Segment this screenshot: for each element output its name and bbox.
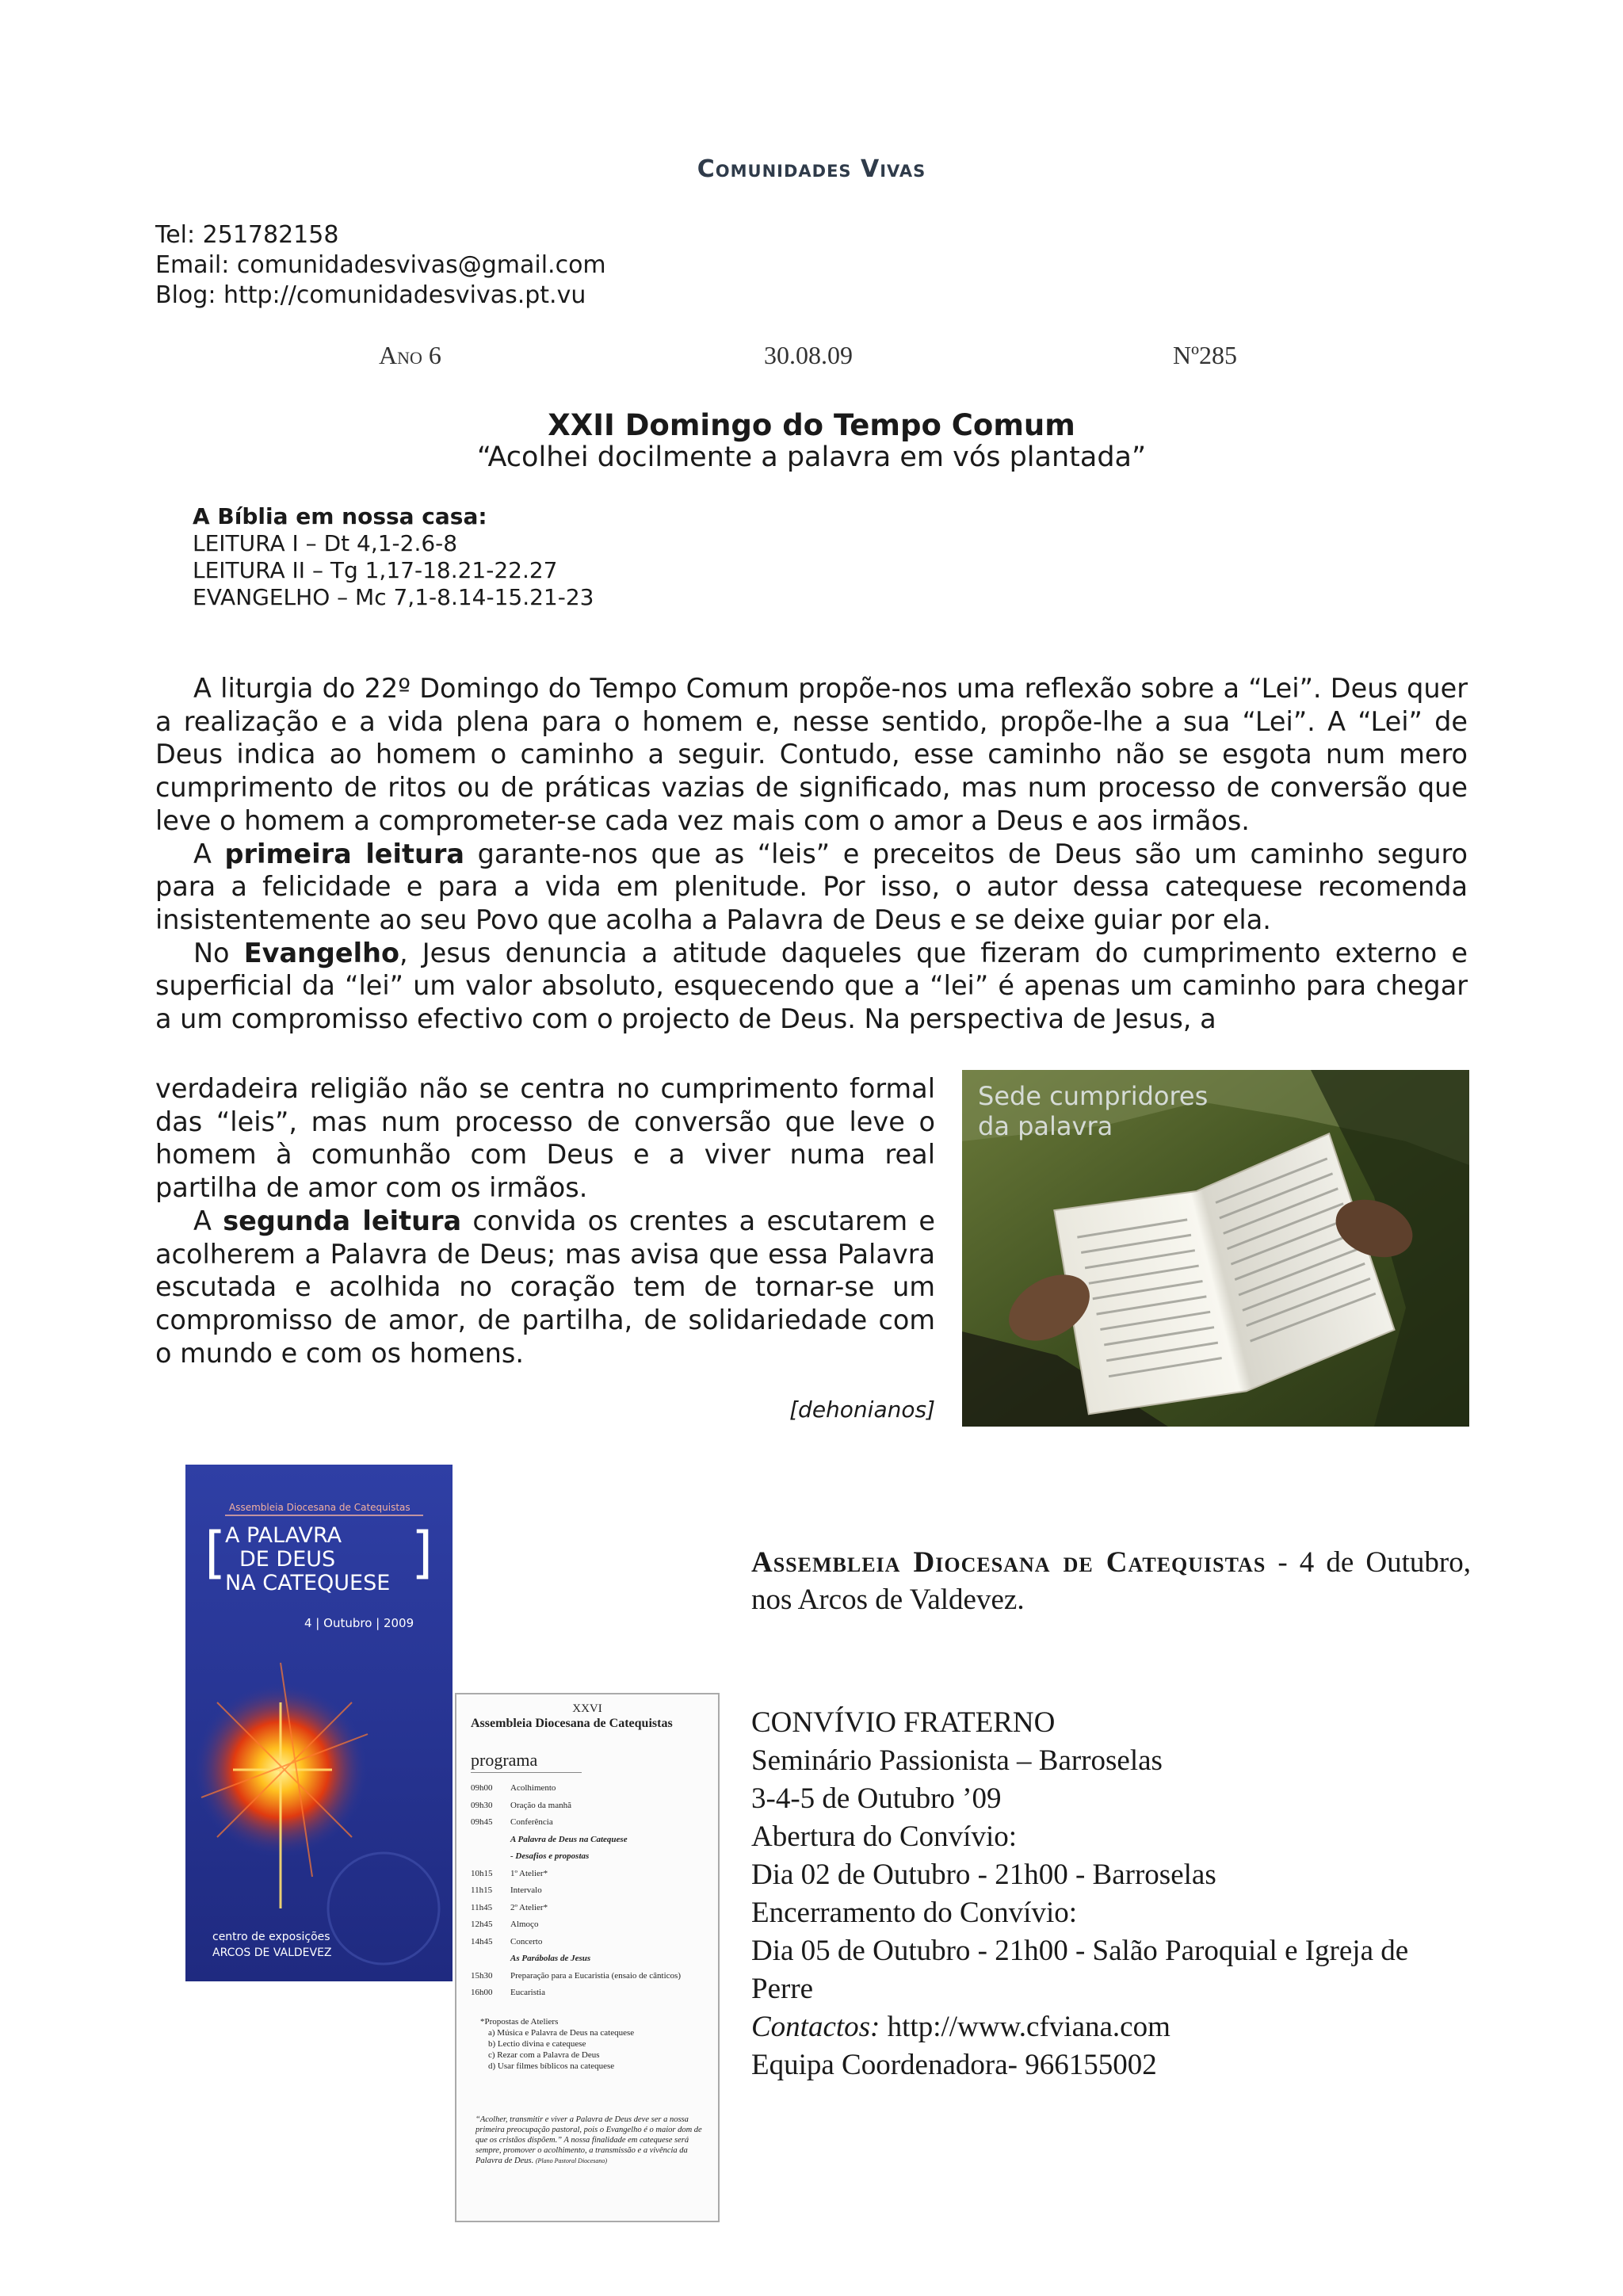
poster-top-label: Assembleia Diocesana de Catequistas <box>229 1502 411 1513</box>
programme-schedule <box>471 1780 708 2002</box>
poster-title-line-1: A PALAVRA <box>225 1523 342 1548</box>
article-paragraph-3: No Evangelho, Jesus denuncia a atitude daqueles que fizeram do cumprimento externo e superficial da “lei” um valor absoluto, esquecendo que a “lei” é apenas um caminho para chegar a um compromisso efectivo com o projecto de Deus. Na perspectiva de Jesus, a <box>155 937 1468 1035</box>
article-paragraph-3-continued: verdadeira religião não se centra no cumprimento formal das “leis”, mas num processo de conversão que leve o homem à comunhão com Deus e a viver numa real partilha de amor com os irmãos. <box>155 1073 935 1204</box>
sunday-quote: “Acolhei docilmente a palavra em vós plantada” <box>476 441 1147 473</box>
sunday-title: XXII Domingo do Tempo Comum <box>548 408 1075 442</box>
contact-block <box>155 220 606 311</box>
programme-time <box>471 1848 510 1866</box>
programme-time: 15h30 <box>471 1970 493 1981</box>
programme-time: 10h15 <box>471 1868 493 1878</box>
convivio-line: CONVÍVIO FRATERNO <box>751 1706 1056 1739</box>
programme-activity: Almoço <box>510 1920 539 1929</box>
article-paragraph-4: A segunda leitura convida os crentes a escutarem e acolherem a Palavra de Deus; mas avisa que essa Palavra escutada e acolhida no coração tem de tornar-se um compromisso de amor, de partilha, de solidariedade com o mundo e com os homens. <box>155 1205 935 1369</box>
programme-time: 11h15 <box>471 1885 493 1895</box>
programme-activity: Preparação para a Eucaristia (ensaio de cânticos) <box>510 1970 681 1981</box>
programme-time: 12h45 <box>471 1920 493 1929</box>
programme-time: 14h45 <box>471 1936 493 1946</box>
convivio-contacts: Contactos: http://www.cfviana.com <box>751 2011 1170 2043</box>
programme-activity: Conferência <box>510 1817 553 1827</box>
convivio-notice <box>751 1704 1471 2084</box>
programme-activity: Intervalo <box>510 1885 542 1895</box>
newsletter-title: Comunidades Vivas <box>697 155 926 183</box>
programme-row <box>471 1848 708 1866</box>
article-wrapped-text <box>155 1072 935 1370</box>
svg-text:]: ] <box>411 1520 433 1585</box>
svg-text:[: [ <box>204 1520 227 1585</box>
programme-activity: 1º Atelier* <box>510 1868 548 1878</box>
programme-activity: As Parábolas de Jesus <box>510 1954 591 1963</box>
convivio-equipa: Equipa Coordenadora- 966155002 <box>751 2049 1157 2081</box>
photo-caption-line-2: da palavra <box>978 1111 1113 1141</box>
programme-activity: - Desafios e propostas <box>510 1851 590 1861</box>
contact-tel: Tel: 251782158 <box>155 221 339 249</box>
programme-time: 09h00 <box>471 1783 493 1793</box>
poster-title-line-2: DE DEUS <box>239 1547 336 1572</box>
programme-row <box>471 1900 708 1917</box>
programme-row <box>471 1934 708 1951</box>
programme-time: 09h30 <box>471 1800 493 1810</box>
programme-activity: Oração da manhã <box>510 1800 571 1810</box>
emphasis-segunda-leitura: segunda leitura <box>223 1205 462 1236</box>
programme-leaflet <box>455 1693 720 2222</box>
programme-row <box>471 1882 708 1900</box>
programme-time: 09h45 <box>471 1817 493 1827</box>
programme-quote: “Acolher, transmitir e viver a Palavra de Deus deve ser a nossa primeira preocupação pastoral, pois o Evangelho é o maior dom de que os cristãos dispõem.” A nossa finalidade em catequese será sempre, promover o acolhimento, a transmissão e a vivência da Palavra de Deus. (Plano Pastoral Diocesano) <box>475 2115 702 2165</box>
convivio-line: Encerramento do Convívio: <box>751 1897 1078 1929</box>
programme-activity: Acolhimento <box>510 1783 556 1793</box>
poster-venue-1: centro de exposições <box>212 1931 330 1943</box>
issue-row <box>0 341 1623 376</box>
emphasis-evangelho: Evangelho <box>243 937 399 968</box>
readings-block <box>193 503 594 611</box>
poster-date: 4 | Outubro | 2009 <box>304 1616 414 1630</box>
programme-activity: Eucaristia <box>510 1988 545 1997</box>
assembly-poster <box>185 1465 453 1981</box>
programme-activity: 2º Atelier* <box>510 1902 548 1912</box>
issue-year: Ano 6 <box>379 341 441 369</box>
reading-item: EVANGELHO – Mc 7,1-8.14-15.21-23 <box>193 584 594 610</box>
contacts-link[interactable]: http://www.cfviana.com <box>880 2011 1170 2043</box>
poster-image <box>185 1465 453 1981</box>
programme-activity: A Palavra de Deus na Catequese <box>510 1834 628 1844</box>
convivio-line: 3-4-5 de Outubro ’09 <box>751 1782 1002 1815</box>
assembleia-title: Assembleia Diocesana de Catequistas <box>751 1546 1266 1579</box>
bible-reading-photo <box>962 1070 1469 1427</box>
reading-item: LEITURA I – Dt 4,1-2.6-8 <box>193 530 458 556</box>
programme-row <box>471 1832 708 1849</box>
issue-date: 30.08.09 <box>764 341 853 369</box>
article-credit: [dehonianos] <box>789 1396 935 1423</box>
atelier-item: d) Usar filmes bíblicos na catequese <box>488 2061 615 2071</box>
programme-row <box>471 1968 708 1985</box>
issue-number: Nº285 <box>1173 341 1238 369</box>
atelier-item: c) Rezar com a Palavra de Deus <box>488 2050 600 2060</box>
article-paragraph-2: A primeira leitura garante-nos que as “leis” e preceitos de Deus são um caminho seguro para a felicidade e para a vida em plenitude. Por isso, o autor dessa catequese recomenda insistentemente ao seu Povo que acolha a Palavra de Deus e se deixe guiar por ela. <box>155 838 1468 935</box>
programme-time: 16h00 <box>471 1988 493 1997</box>
programme-edition: XXVI <box>572 1702 602 1715</box>
convivio-line: Abertura do Convívio: <box>751 1820 1018 1853</box>
programme-time: 11h45 <box>471 1902 493 1912</box>
emphasis-primeira-leitura: primeira leitura <box>224 838 464 869</box>
programme-ateliers <box>480 2016 710 2072</box>
photo-caption-line-1: Sede cumpridores <box>978 1081 1209 1111</box>
programme-time <box>471 1832 510 1849</box>
convivio-line: Dia 05 de Outubro - 21h00 - Salão Paroquial e Igreja de Perre <box>751 1935 1409 2005</box>
bible-photo-image <box>962 1070 1469 1427</box>
reading-item: LEITURA II – Tg 1,17-18.21-22.27 <box>193 557 558 583</box>
atelier-item: a) Música e Palavra de Deus na catequese <box>488 2028 635 2038</box>
programme-row <box>471 1814 708 1832</box>
contact-blog: Blog: http://comunidadesvivas.pt.vu <box>155 281 586 309</box>
programme-row <box>471 1780 708 1797</box>
poster-title-line-3: NA CATEQUESE <box>225 1571 391 1595</box>
programme-row <box>471 1950 708 1968</box>
programme-heading: programa <box>471 1750 538 1770</box>
programme-row <box>471 1866 708 1883</box>
atelier-item: b) Lectio divina e catequese <box>488 2039 586 2049</box>
convivio-line: Dia 02 de Outubro - 21h00 - Barroselas <box>751 1859 1216 1891</box>
programme-title: Assembleia Diocesana de Catequistas <box>471 1717 673 1730</box>
programme-row <box>471 1916 708 1934</box>
programme-time <box>471 1950 510 1968</box>
programme-row <box>471 1797 708 1815</box>
assembleia-notice: Assembleia Diocesana de Catequistas - 4 de Outubro, nos Arcos de Valdevez. <box>751 1546 1471 1616</box>
events-block <box>751 1544 1471 2084</box>
article-intro <box>155 672 1468 1036</box>
poster-venue-2: ARCOS DE VALDEVEZ <box>212 1946 332 1959</box>
programme-row <box>471 1985 708 2002</box>
convivio-line: Seminário Passionista – Barroselas <box>751 1744 1163 1777</box>
readings-heading: A Bíblia em nossa casa: <box>193 503 487 529</box>
programme-activity: Concerto <box>510 1936 543 1946</box>
ateliers-heading: *Propostas de Ateliers <box>480 2017 559 2027</box>
contact-email: Email: comunidadesvivas@gmail.com <box>155 251 606 279</box>
article-paragraph-1: A liturgia do 22º Domingo do Tempo Comum propõe-nos uma reflexão sobre a “Lei”. Deus quer a realização e a vida plena para o homem e, nesse sentido, propõe-lhe a sua “Lei”. A “Lei” de Deus indica ao homem o caminho a seguir. Contudo, esse caminho não se esgota num mero cumprimento de ritos ou de práticas vazias de significado, mas num processo de conversão que leve o homem a comprometer-se cada vez mais com o amor a Deus e aos irmãos. <box>155 673 1468 836</box>
